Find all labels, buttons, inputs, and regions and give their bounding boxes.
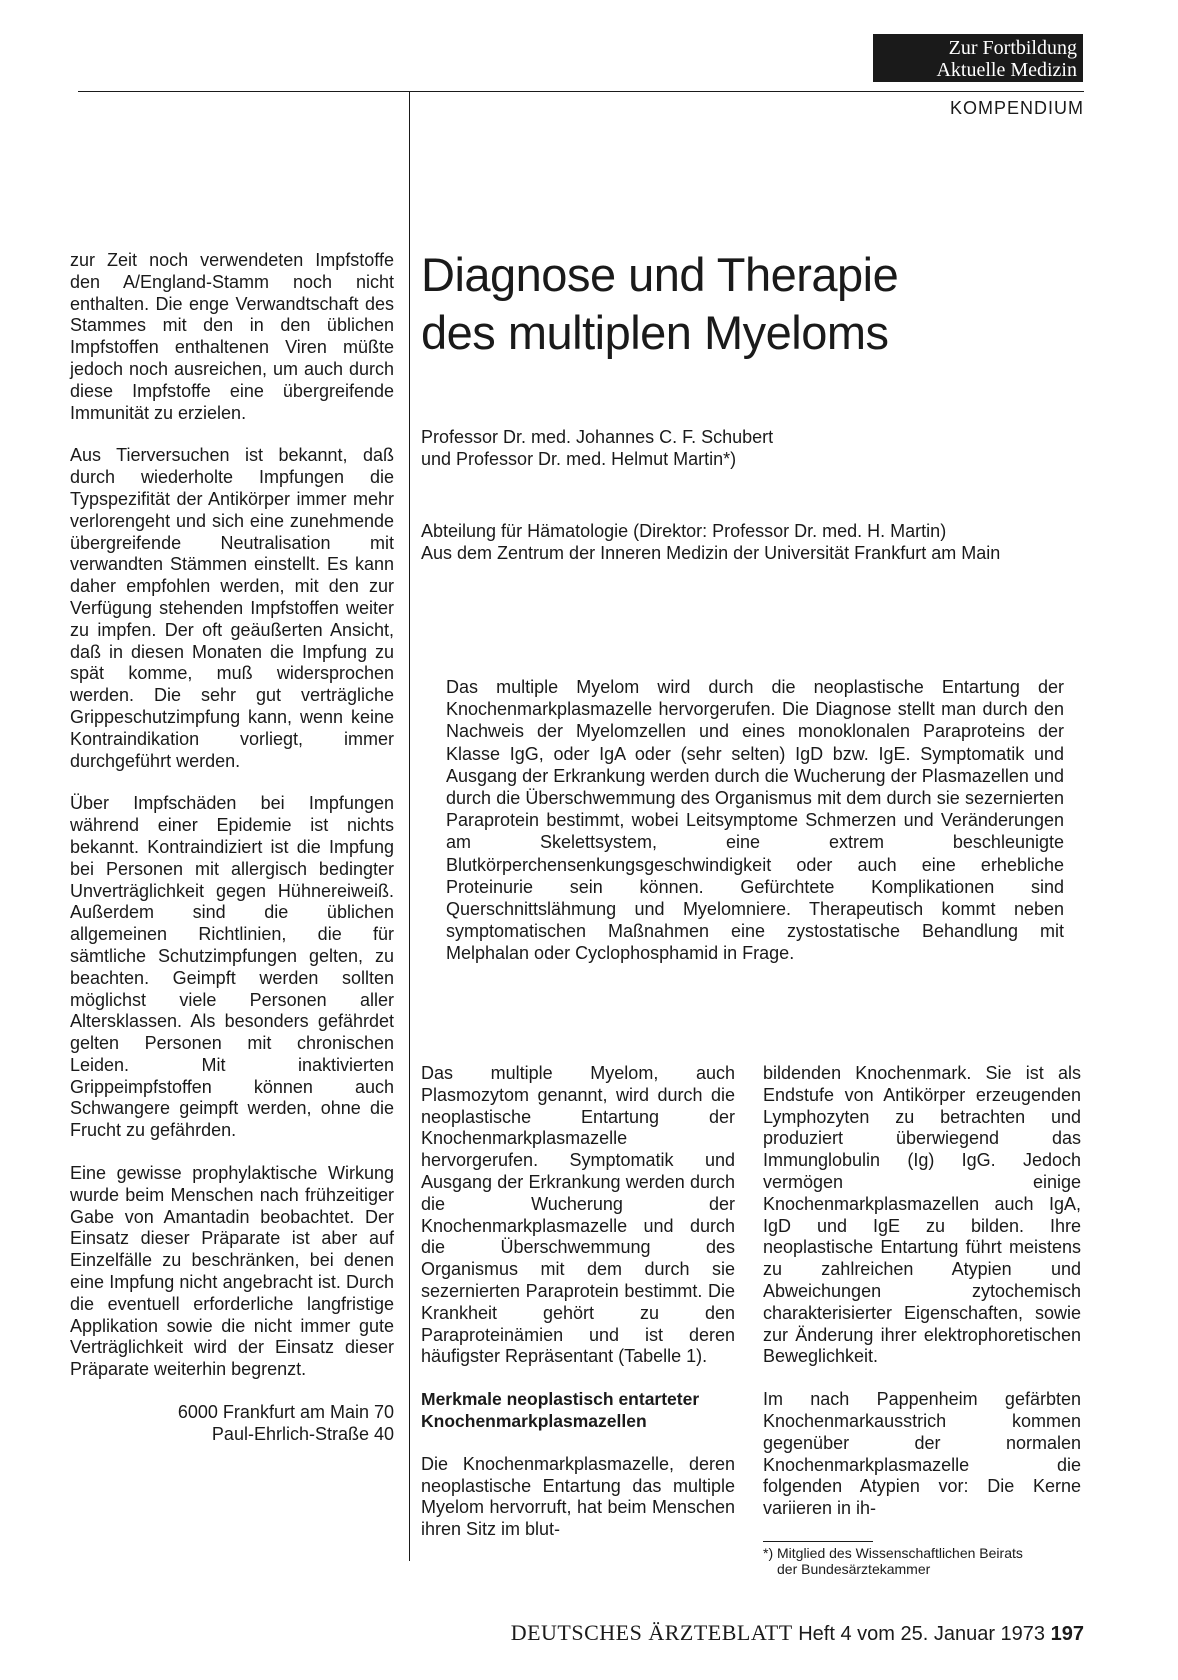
affiliation-line-1: Abteilung für Hämatologie (Direktor: Professor Dr. med. H. Martin)	[421, 521, 947, 541]
affiliation	[421, 520, 1081, 564]
paragraph: Aus Tierversuchen ist bekannt, daß durch wiederholte Impfungen die Typspezifität der Antikörper immer mehr verlorengeht und sich eine zunehmende übergreifende Neutralisation mit verwandten Stämmen einstellt. Es kann daher empfohlen werden, mit den zur Verfügung stehenden Impfstoffen weiter zu impfen. Der oft geäußerten Ansicht, daß in diesen Monaten die Impfung zu spät komme, muß widersprochen werden. Die sehr gut verträgliche Grippeschutzimpfung kann, wenn keine Kontraindikation vorliegt, immer durchgeführt werden.	[70, 445, 394, 771]
title-line-1: Diagnose und Therapie	[421, 248, 899, 301]
address-line-2: Paul-Ehrlich-Straße 40	[211, 1423, 394, 1444]
page-footer	[460, 1620, 1084, 1646]
rubric-line-2: Aktuelle Medizin	[936, 59, 1077, 81]
heading-line-1: Merkmale neoplastisch entarteter	[421, 1389, 700, 1410]
right-column	[763, 1063, 1081, 1541]
paragraph: zur Zeit noch verwendeten Impfstoffe den A/England-Stamm noch nicht enthalten. Die enge Verwandtschaft des Stammes mit den in den üblichen Impfstoffen enthaltenen Viren müßte jedoch noch ausreichen, um auch durch diese Impfstoffe eine übergreifende Immunität zu erzielen.	[70, 250, 394, 423]
page-number: 197	[1050, 1623, 1084, 1645]
footnote-line-2: der Bundesärztekammer	[777, 1561, 931, 1577]
section-heading	[421, 1389, 735, 1433]
paragraph: Eine gewisse prophylaktische Wirkung wurde beim Menschen nach frühzeitiger Gabe von Amantadin beobachtet. Der Einsatz dieser Präparate ist aber auf Einzelfälle zu beschränken, bei denen eine Impfung nicht angebracht ist. Durch die eventuell erforderliche langfristige Applikation sowie die nicht immer gute Verträglichkeit wird der Einsatz dieser Präparate weiterhin begrenzt.	[70, 1163, 394, 1380]
rubric-badge	[873, 34, 1083, 82]
abstract: Das multiple Myelom wird durch die neoplastische Entartung der Knochenmarkplasmazelle hervorgerufen. Die Diagnose stellt man durch den Nachweis der Myelomzellen und eines monoklonalen Paraproteins der Klasse IgG, oder IgA oder (sehr selten) IgD bzw. IgE. Symptomatik und Ausgang der Erkrankung werden durch die Wucherung der Plasmazellen und durch die Überschwemmung des Organismus mit dem durch sie sezernierten Paraprotein bestimmt, wobei Leitsymptome Schmerzen und Veränderungen am Skelettsystem, eine extrem beschleunigte Blutkörperchensenkungsgeschwindigkeit oder auch eine erhebliche Proteinurie sein können. Gefürchtete Komplikationen sind Querschnittslähmung und Myelomniere. Therapeutisch kommt neben symptomatischen Maßnahmen eine zystostatische Behandlung mit Melphalan oder Cyclophosphamid in Frage.	[446, 677, 1064, 964]
middle-column	[421, 1063, 735, 1562]
issue-info: Heft 4 vom 25. Januar 1973	[798, 1623, 1046, 1645]
left-column	[70, 250, 394, 1446]
article-title	[421, 246, 1061, 362]
footnote	[763, 1545, 1081, 1577]
paragraph: Über Impfschäden bei Impfungen während einer Epidemie ist nichts bekannt. Kontraindiziert ist die Impfung bei Personen mit allergisch bedingter Unverträglichkeit gegen Hühnereiweiß. Außerdem sind die üblichen allgemeinen Richtlinien, die für sämtliche Schutzimpfungen gelten, zu beachten. Geimpft werden sollten möglichst viele Personen aller Altersklassen. Als besonders gefährdet gelten Personen mit chronischen Leiden. Mit inaktivierten Grippeimpfstoffen können auch Schwangere geimpft werden, ohne die Frucht zu gefährden.	[70, 793, 394, 1141]
authors-line-2: und Professor Dr. med. Helmut Martin*)	[421, 449, 737, 469]
header-rule	[78, 91, 1084, 92]
column-divider	[409, 91, 410, 1561]
author-address	[70, 1402, 394, 1446]
footnote-rule	[763, 1541, 873, 1542]
paragraph: bildenden Knochenmark. Sie ist als Endstufe von Antikörper erzeugenden Lymphozyten zu betrachten und produziert überwiegend das Immunglobulin (Ig) IgG. Jedoch vermögen einige Knochenmarkplasmazellen auch IgA, IgD und IgE zu bilden. Ihre neoplastische Entartung führt meistens zu zahlreichen Atypien und Abweichungen zytochemisch charakterisierter Eigenschaften, sowie zur Änderung ihrer elektrophoretischen Beweglichkeit.	[763, 1063, 1081, 1367]
journal-name: DEUTSCHES ÄRZTEBLATT	[510, 1620, 793, 1645]
heading-line-2: Knochenmarkplasmazellen	[421, 1410, 647, 1431]
rubric-line-1: Zur Fortbildung	[948, 37, 1077, 59]
footnote-line-1: *) Mitglied des Wissenschaftlichen Beirats	[763, 1545, 1023, 1561]
authors	[421, 426, 1061, 470]
section-label: KOMPENDIUM	[949, 98, 1084, 118]
paragraph: Das multiple Myelom, auch Plasmozytom genannt, wird durch die neoplastische Entartung der Knochenmarkplasmazelle hervorgerufen. Symptomatik und Ausgang der Erkrankung werden durch die Wucherung der Knochenmarkplasmazelle und durch die Überschwemmung des Organismus mit dem durch sie sezernierten Paraprotein bestimmt. Die Krankheit gehört zu den Paraproteinämien und ist deren häufigster Repräsentant (Tabelle 1).	[421, 1063, 735, 1367]
affiliation-line-2: Aus dem Zentrum der Inneren Medizin der Universität Frankfurt am Main	[421, 543, 1001, 563]
paragraph: Die Knochenmarkplasmazelle, deren neoplastische Entartung das multiple Myelom hervorruft, hat beim Menschen ihren Sitz im blut-	[421, 1453, 735, 1540]
title-line-2: des multiplen Myeloms	[421, 306, 889, 359]
authors-line-1: Professor Dr. med. Johannes C. F. Schubert	[421, 427, 774, 447]
paragraph: Im nach Pappenheim gefärbten Knochenmarkausstrich kommen gegenüber der normalen Knochenmarkplasmazelle die folgenden Atypien vor: Die Kerne variieren in ih-	[763, 1389, 1081, 1519]
address-line-1: 6000 Frankfurt am Main 70	[177, 1402, 394, 1423]
